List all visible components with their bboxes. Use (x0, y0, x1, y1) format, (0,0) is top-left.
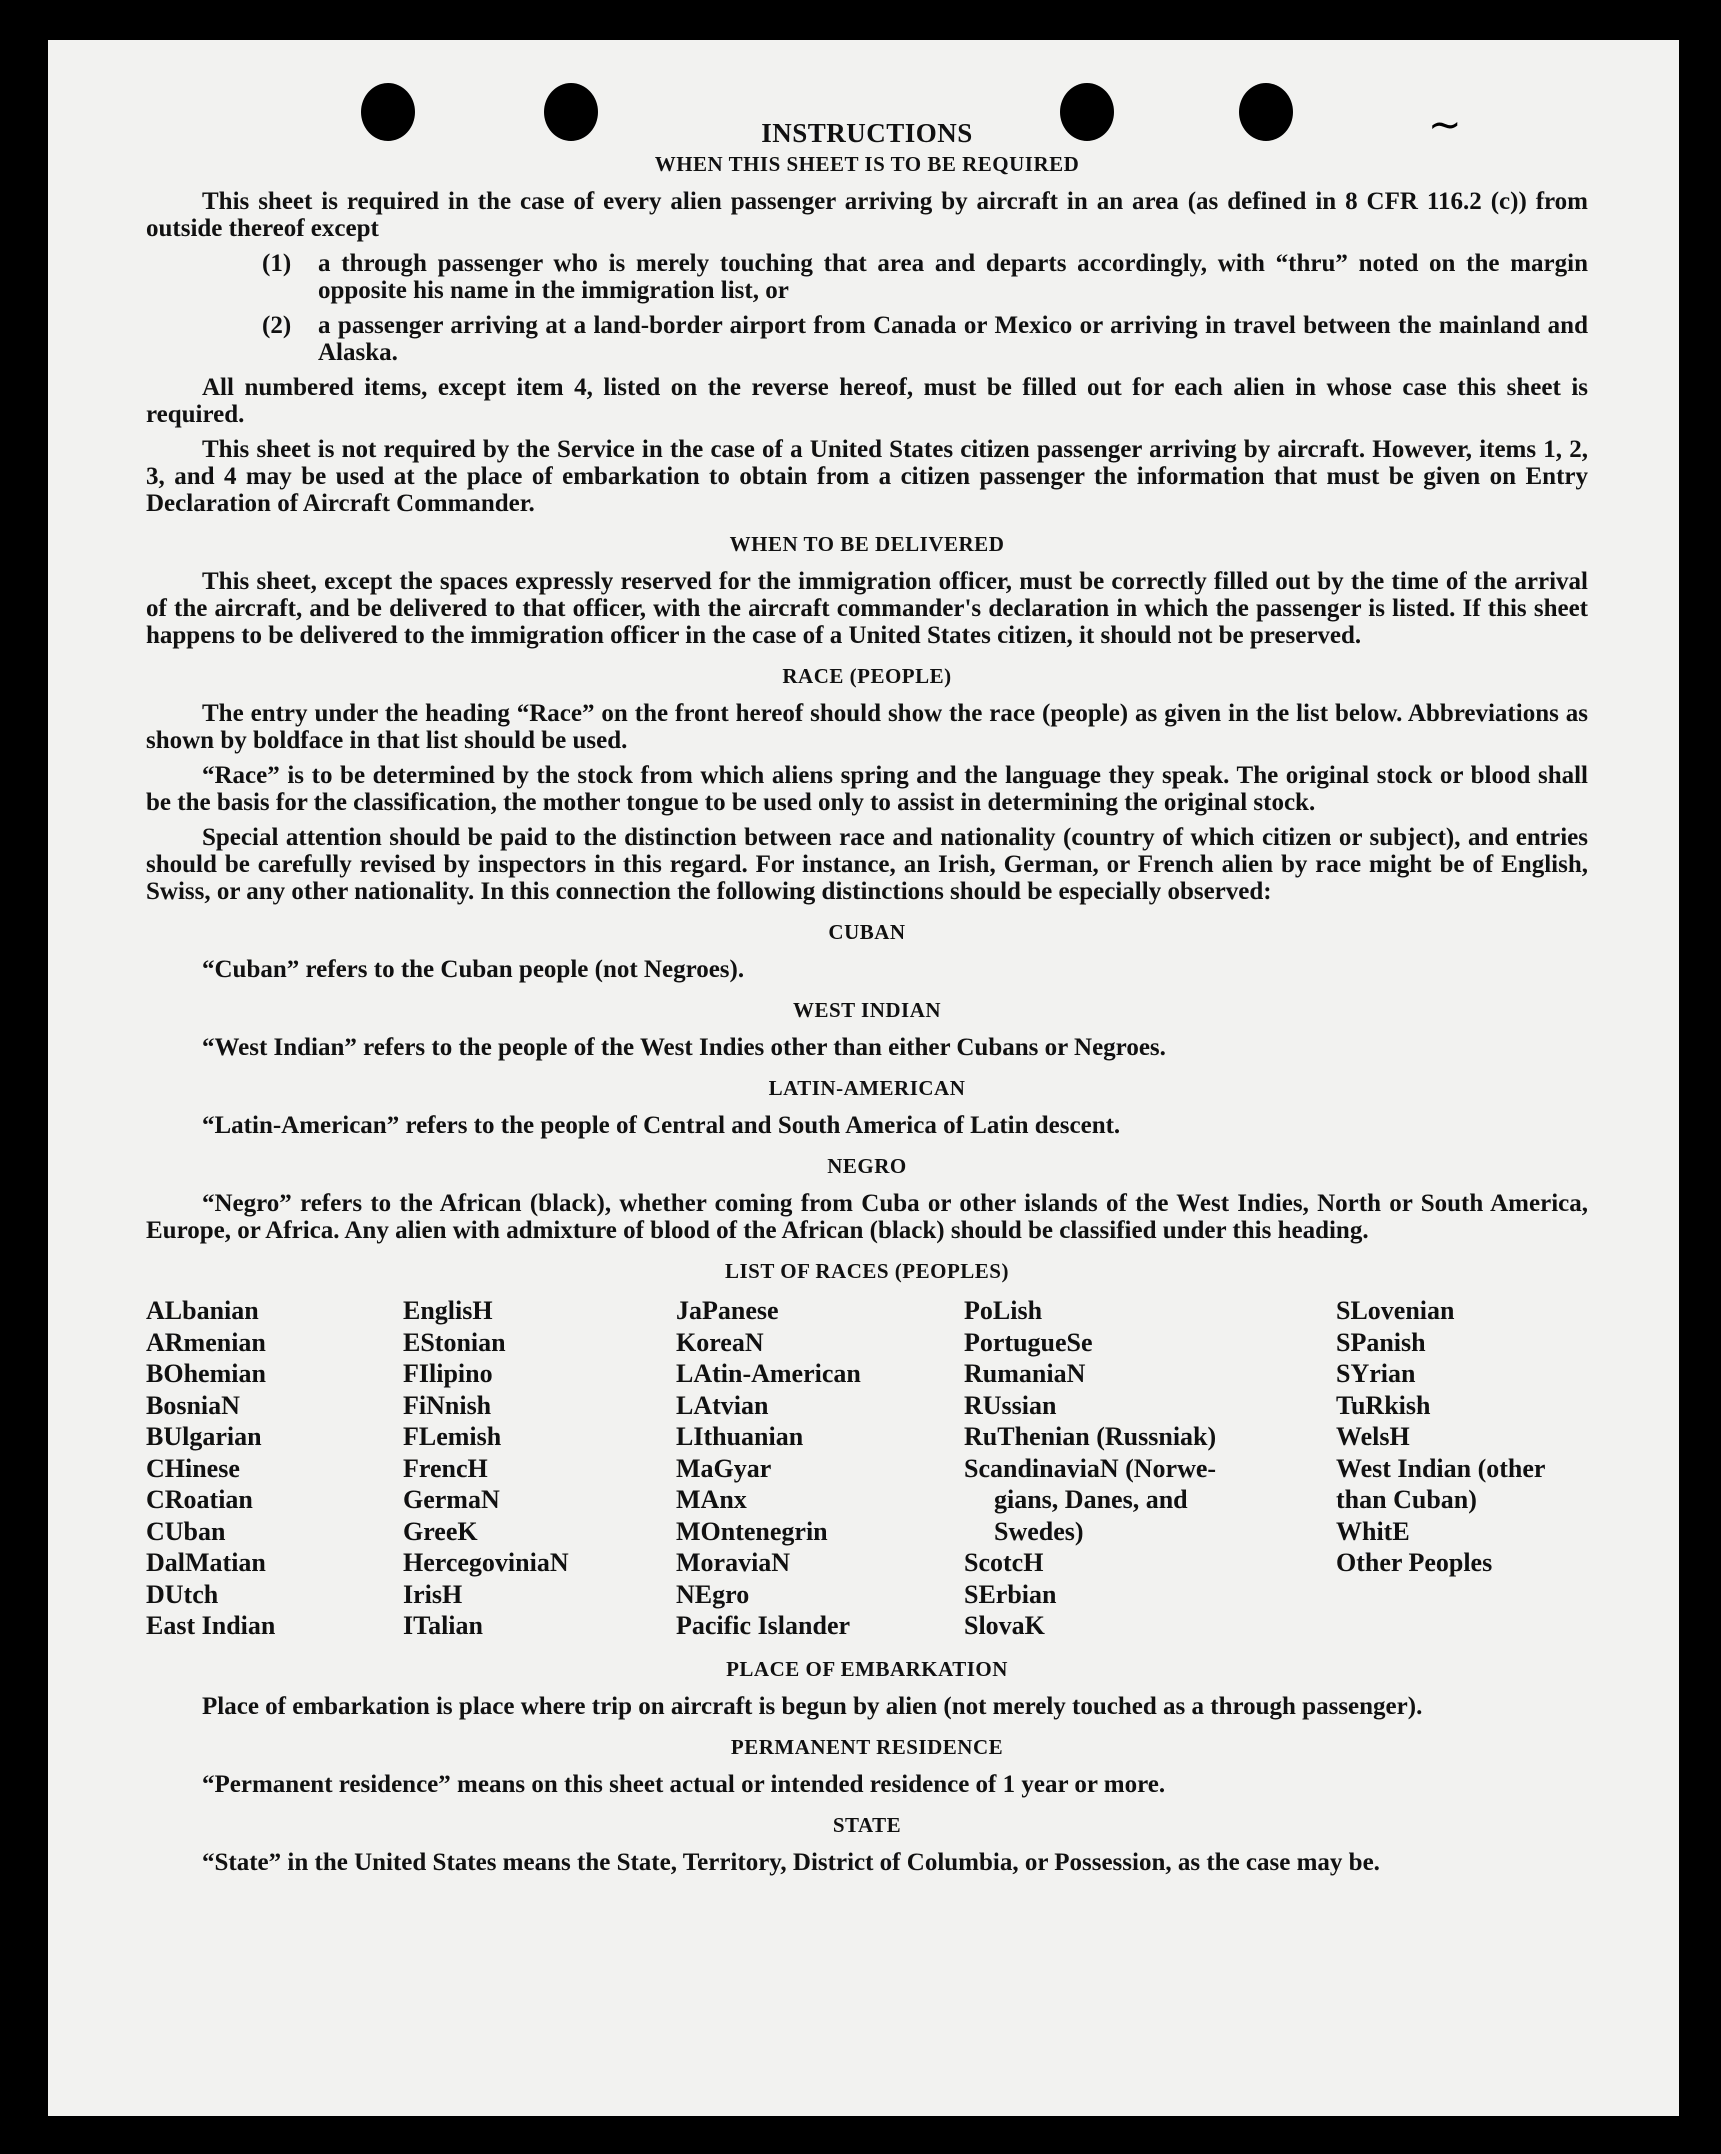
race-item: DalMatian (146, 1548, 266, 1577)
section-heading: CUBAN (828, 920, 906, 944)
race-item: FLemish (403, 1422, 502, 1451)
section-heading: LIST OF RACES (PEOPLES) (725, 1259, 1009, 1283)
race-item: PortugueSe (964, 1327, 1093, 1357)
race-item: BUlgarian (146, 1422, 262, 1451)
paragraph: “Negro” refers to the African (black), whether coming from Cuba or other islands of the West Indies, North or South America, Europe, or Africa. Any alien with admixture of blood of the African (black) should be classified under this heading. (146, 1190, 1588, 1244)
paragraph: “Latin-American” refers to the people of Central and South America of Latin descent. (202, 1112, 1121, 1139)
exception-item (262, 312, 1588, 366)
race-item: CHinese (146, 1453, 240, 1483)
race-item: BosniaN (146, 1390, 240, 1420)
section-heading: LATIN-AMERICAN (768, 1076, 966, 1100)
race-item: MOntenegrin (676, 1516, 828, 1546)
race-item: West Indian (other (1336, 1453, 1546, 1483)
race-item: ITalian (403, 1611, 483, 1640)
race-item: RumaniaN (964, 1359, 1086, 1388)
race-item: ARmenian (146, 1327, 266, 1357)
paragraph: Place of embarkation is place where trip on aircraft is begun by alien (not merely touched as a through passenger). (202, 1692, 1423, 1720)
race-item: Pacific Islander (676, 1611, 851, 1640)
race-item: SlovaK (964, 1611, 1045, 1640)
race-item: SPanish (1336, 1327, 1426, 1357)
paragraph: Special attention should be paid to the distinction between race and nationality (country of which citizen or subject), and entries should be carefully revised by inspectors in this regard. For instance, an Irish, German, or French alien by race might be of English, Swiss, or any other nationality. In this connection the following distinctions should be especially observed: (146, 824, 1588, 905)
race-item: FrencH (403, 1453, 488, 1483)
race-item: SErbian (964, 1579, 1057, 1609)
race-item: East Indian (146, 1611, 276, 1640)
race-item: PoLish (964, 1296, 1043, 1325)
section-heading: WEST INDIAN (792, 998, 942, 1022)
race-item: MaGyar (676, 1453, 772, 1483)
race-item: IrisH (403, 1579, 463, 1609)
race-item: SLovenian (1336, 1296, 1455, 1325)
race-list (146, 1295, 1588, 1642)
section-heading: WHEN TO BE DELIVERED (729, 532, 1005, 556)
exception-number: (2) (262, 312, 292, 339)
race-item: than Cuban) (1336, 1485, 1477, 1514)
race-item: CUban (146, 1516, 226, 1546)
instructions-body (146, 120, 1588, 1884)
race-item: FiNnish (403, 1390, 492, 1420)
section-heading: STATE (832, 1812, 902, 1837)
race-item: MAnx (676, 1485, 747, 1514)
race-item: GreeK (403, 1516, 478, 1546)
race-item: TuRkish (1336, 1390, 1431, 1420)
race-item: JaPanese (676, 1296, 779, 1325)
race-item: RUssian (964, 1390, 1057, 1420)
race-item: ALbanian (146, 1296, 259, 1325)
race-item: EStonian (403, 1327, 506, 1357)
paragraph: This sheet is not required by the Service in the case of a United States citizen passenger arriving by aircraft. However, items 1, 2, 3, and 4 may be used at the place of embarkation to obtain from a citizen passenger the information that must be given on Entry Declaration of Aircraft Commander. (146, 436, 1588, 517)
race-item: SYrian (1336, 1359, 1416, 1388)
race-item: FIlipino (403, 1359, 493, 1388)
race-item: DUtch (146, 1579, 219, 1609)
paragraph: The entry under the heading “Race” on the front hereof should show the race (people) as given in the list below. Abbreviations as shown by boldface in that list should be used. (146, 700, 1588, 754)
race-item: Swedes) (994, 1516, 1084, 1546)
paragraph: “Cuban” refers to the Cuban people (not Negroes). (202, 956, 745, 983)
race-item: WelsH (1336, 1422, 1410, 1451)
race-item: MoraviaN (676, 1548, 791, 1577)
race-item: RuThenian (Russniak) (964, 1422, 1217, 1451)
section-heading: NEGRO (827, 1154, 907, 1178)
paragraph: This sheet is required in the case of every alien passenger arriving by aircraft in an area (as defined in 8 CFR 116.2 (c)) from outside thereof except (146, 188, 1588, 242)
race-column (1336, 1295, 1588, 1642)
race-item: CRoatian (146, 1485, 253, 1514)
document-page (48, 40, 1679, 2116)
race-item: GermaN (403, 1485, 500, 1514)
section-heading: WHEN THIS SHEET IS TO BE REQUIRED (654, 152, 1080, 176)
exception-item (262, 250, 1588, 304)
race-item: LIthuanian (676, 1422, 804, 1451)
pen-mark: ~ (1428, 102, 1462, 148)
race-column (146, 1295, 403, 1642)
race-item: gians, Danes, and (994, 1485, 1188, 1514)
paragraph: All numbered items, except item 4, listed on the reverse hereof, must be filled out for each alien in whose case this sheet is required. (146, 374, 1588, 428)
race-item: LAtvian (676, 1390, 769, 1420)
exception-number: (1) (262, 250, 292, 277)
race-item: HercegovinіaN (403, 1548, 569, 1577)
race-item: KoreaN (676, 1327, 764, 1357)
page-title: INSTRUCTIONS (761, 118, 973, 148)
race-column (403, 1295, 676, 1642)
race-item: Other Peoples (1336, 1548, 1493, 1577)
paragraph: “Permanent residence” means on this sheet actual or intended residence of 1 year or more. (202, 1770, 1166, 1798)
race-item: EnglisH (403, 1296, 493, 1325)
race-item: ScandinaviaN (Norwe- (964, 1453, 1217, 1483)
section-heading: RACE (PEOPLE) (782, 664, 952, 688)
paragraph: “Race” is to be determined by the stock from which aliens spring and the language they speak. The original stock or blood shall be the basis for the classification, the mother tongue to be used only to assist in determining the original stock. (146, 762, 1588, 816)
paragraph: “State” in the United States means the State, Territory, District of Columbia, or Possession, as the case may be. (202, 1848, 1380, 1876)
race-column (676, 1295, 964, 1642)
exception-text: a through passenger who is merely touching that area and departs accordingly, with “thru” noted on the margin opposite his name in the immigration list, or (318, 250, 1588, 304)
race-column (964, 1295, 1336, 1642)
race-item: WhitE (1336, 1516, 1410, 1546)
section-heading: PERMANENT RESIDENCE (730, 1734, 1004, 1759)
exception-text: a passenger arriving at a land-border airport from Canada or Mexico or arriving in travel between the mainland and Alaska. (318, 312, 1588, 366)
race-item: BOhemian (146, 1359, 266, 1388)
paragraph: “West Indian” refers to the people of the West Indies other than either Cubans or Negroes. (202, 1034, 1166, 1061)
paragraph: This sheet, except the spaces expressly reserved for the immigration officer, must be correctly filled out by the time of the arrival of the aircraft, and be delivered to that officer, with the aircraft commander's declaration in which the passenger is listed. If this sheet happens to be delivered to the immigration officer in the case of a United States citizen, it should not be preserved. (146, 568, 1588, 649)
race-item: LAtin-American (676, 1359, 861, 1388)
race-item: ScotcH (964, 1548, 1044, 1577)
section-heading: PLACE OF EMBARKATION (726, 1656, 1008, 1681)
race-item: NEgro (676, 1579, 750, 1609)
